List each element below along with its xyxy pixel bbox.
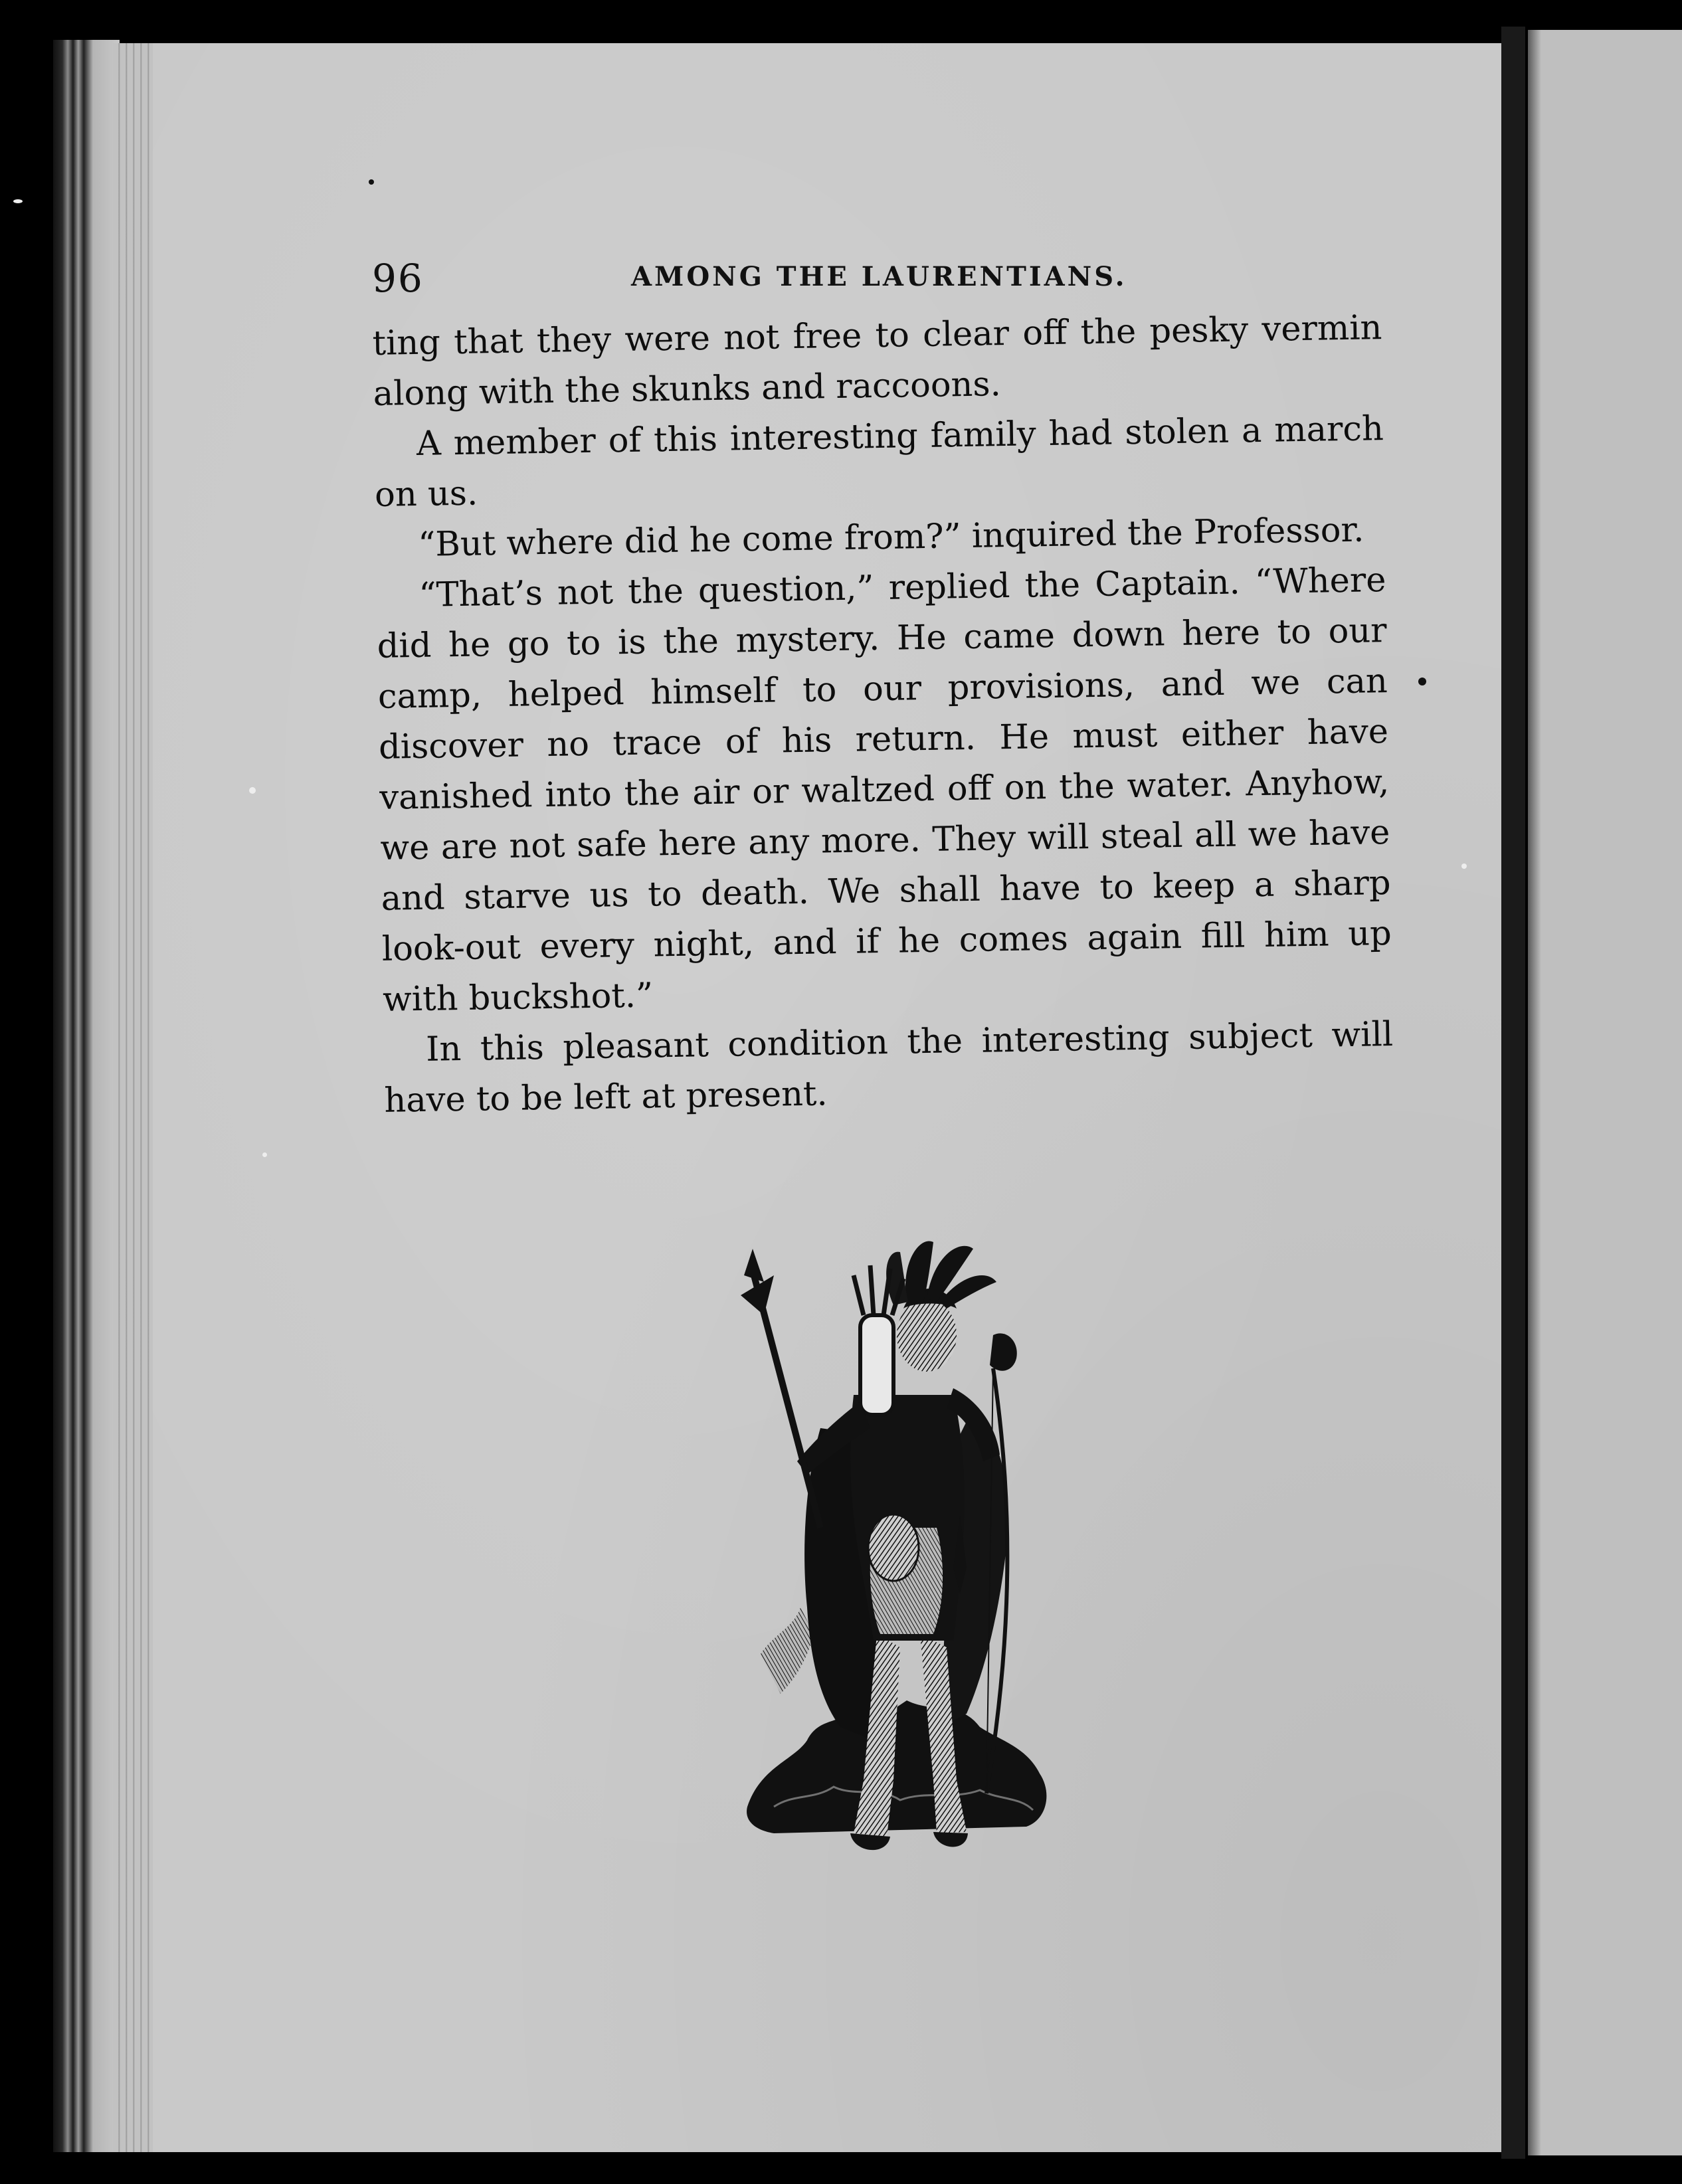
running-head: AMONG THE LAURENTIANS. (631, 261, 1127, 292)
book-gutter (1501, 27, 1525, 2159)
paragraph-1: ting that they were not free to clear off the pesky vermin along with the skunks and raccoons. (372, 308, 1382, 414)
facing-page-shadow (1528, 30, 1541, 2155)
body-text (372, 303, 1394, 1127)
page-number: 96 (372, 256, 424, 301)
page-stack-edges (113, 43, 153, 2152)
scan-artifact (369, 179, 374, 185)
paragraph-2: A member of this interesting family had stolen a march on us. (374, 409, 1384, 515)
page-header (372, 256, 1368, 309)
facing-page-edge (1528, 30, 1682, 2155)
paragraph-5: In this pleasant condition the interesting subject will have to be left at present. (384, 1014, 1394, 1121)
scan-artifact (249, 787, 256, 794)
native-warrior-woodcut-icon (734, 1235, 1066, 1886)
paragraph-4: “That’s not the question,” replied the Captain. “Where did he go to is the mystery. He came down here to our camp, helped himself to our provisions, and we can discover no trace of his return. He must either have vanished into the air or waltzed off on the water. Anyhow, we are not safe here any more. They will steal all we have and starve us to death. We shall have to keep a sharp look-out every night, and if he comes again fill him up with buckshot.” (377, 561, 1392, 1020)
scan-artifact (13, 199, 23, 203)
scan-artifact (1418, 678, 1426, 685)
scan-artifact (1461, 864, 1467, 869)
book-binding-edge (53, 40, 120, 2152)
scan-artifact (262, 1152, 267, 1157)
paragraph-3: “But where did he come from?” inquired the Professor. (417, 510, 1364, 565)
